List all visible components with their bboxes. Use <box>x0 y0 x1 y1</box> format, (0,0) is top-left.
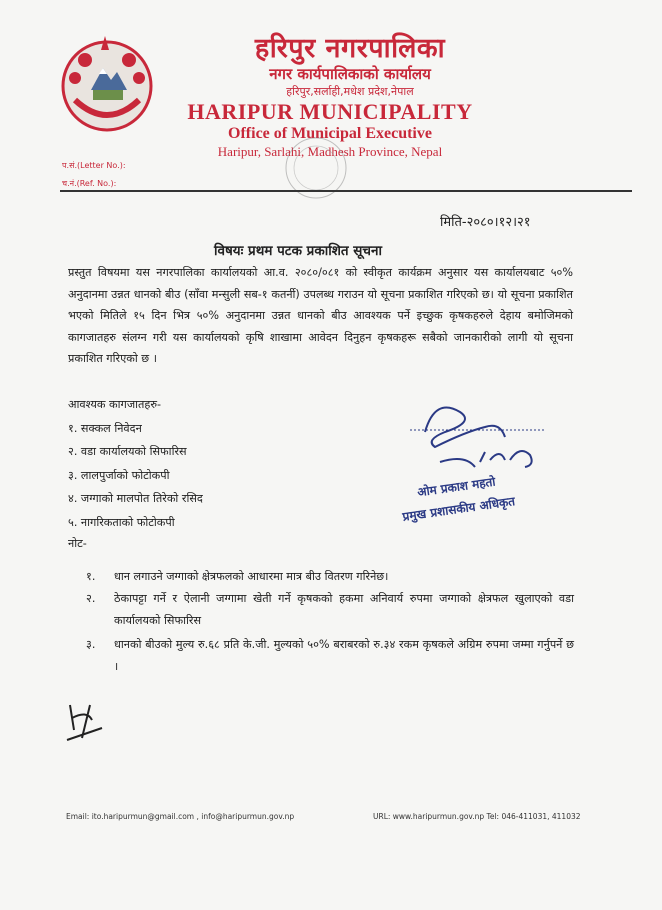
note-item <box>86 634 576 678</box>
signatory-title: प्रमुख प्रशासकीय अधिकृत <box>401 494 516 524</box>
document-item: २. वडा कार्यालयको सिफारिस <box>68 445 187 458</box>
note-number: १. <box>86 570 96 583</box>
notice-date: मिति-२०८०।१२।२१ <box>440 215 531 230</box>
address-english: Haripur, Sarlahi, Madhesh Province, Nepal <box>217 144 443 159</box>
document-item: ४. जग्गाको मालपोत तिरेको रसिद <box>68 492 203 505</box>
ref-no-label: च.नं.(Ref. No.): <box>62 179 117 188</box>
municipality-title-english: HARIPUR MUNICIPALITY <box>187 99 473 124</box>
note-item <box>86 588 576 632</box>
letter-no-label: प.सं.(Letter No.): <box>62 161 126 170</box>
note-number: २. <box>86 592 96 605</box>
footer-email: Email: ito.haripurmun@gmail.com , info@haripurmun.gov.np <box>66 812 295 821</box>
handwritten-initials <box>62 700 107 745</box>
note-item <box>86 566 576 588</box>
nepal-emblem-logo <box>55 30 160 135</box>
office-title-nepali: नगर कार्यपालिकाको कार्यालय <box>269 65 431 83</box>
notice-body: प्रस्तुत विषयमा यस नगरपालिका कार्यालयको आ.व. २०८०/०८१ को स्वीकृत कार्यक्रम अनुसार यस कार्यालयबाट ५०% अनुदानमा उन्नत धानको बीउ (साँवा मन्सुली सब-१ कतर्नी) उपलब्ध गराउन यो सूचना प्रकाशित गरिएको छ। यो सूचना प्रकाशित भएको मितिले १५ दिन भित्र ५०% अनुदानमा उन्नत धानको बीउ आवश्यक पर्ने इच्छुक कृषकहरुले देहाय बमोजिमको कागजातहरु संलग्न गरी यस कार्यालयको कृषि शाखामा आवेदन दिनुहन कृषकहरू सबैको जानकारीको लागी यो सूचना प्रकाशित गरिएको छ । <box>68 266 573 365</box>
municipality-title-nepali: हरिपुर नगरपालिका <box>254 33 446 64</box>
notice-subject: विषयः प्रथम पटक प्रकाशित सूचना <box>214 243 382 259</box>
document-item: ५. नागरिकताको फोटोकपी <box>68 516 175 529</box>
office-title-english: Office of Municipal Executive <box>228 125 432 142</box>
signatory-name: ओम प्रकाश महतो <box>416 474 497 500</box>
note-text: धानको बीउको मुल्य रु.६८ प्रति के.जी. मुल्यको ५०% बराबरको रु.३४ रकम कृषकले अग्रिम रुपमा जम्मा गर्नुपर्ने छ । <box>114 638 574 673</box>
note-number: ३. <box>86 638 96 651</box>
document-item: ३. लालपुर्जाको फोटोकपी <box>68 469 170 482</box>
note-text: ठेकापट्टा गर्ने र ऐलानी जग्गामा खेती गर्ने कृषकको हकमा अनिवार्य रुपमा जग्गाको क्षेत्रफल खुलाएको वडा कार्यालयको सिफारिस <box>114 592 574 627</box>
footer-url: URL: www.haripurmun.gov.np Tel: 046-411031, 411032 <box>373 812 581 821</box>
documents-heading: आवश्यक कागजातहरु- <box>68 398 162 411</box>
header-divider <box>60 190 632 192</box>
notes-heading: नोट- <box>68 537 87 550</box>
document-item: १. सक्कल निवेदन <box>68 422 142 435</box>
address-nepali: हरिपुर,सर्लाही,मधेश प्रदेश,नेपाल <box>286 85 414 98</box>
office-stamp <box>276 133 356 203</box>
note-text: धान लगाउने जग्गाको क्षेत्रफलको आधारमा मात्र बीउ वितरण गरिनेछ। <box>114 570 389 583</box>
